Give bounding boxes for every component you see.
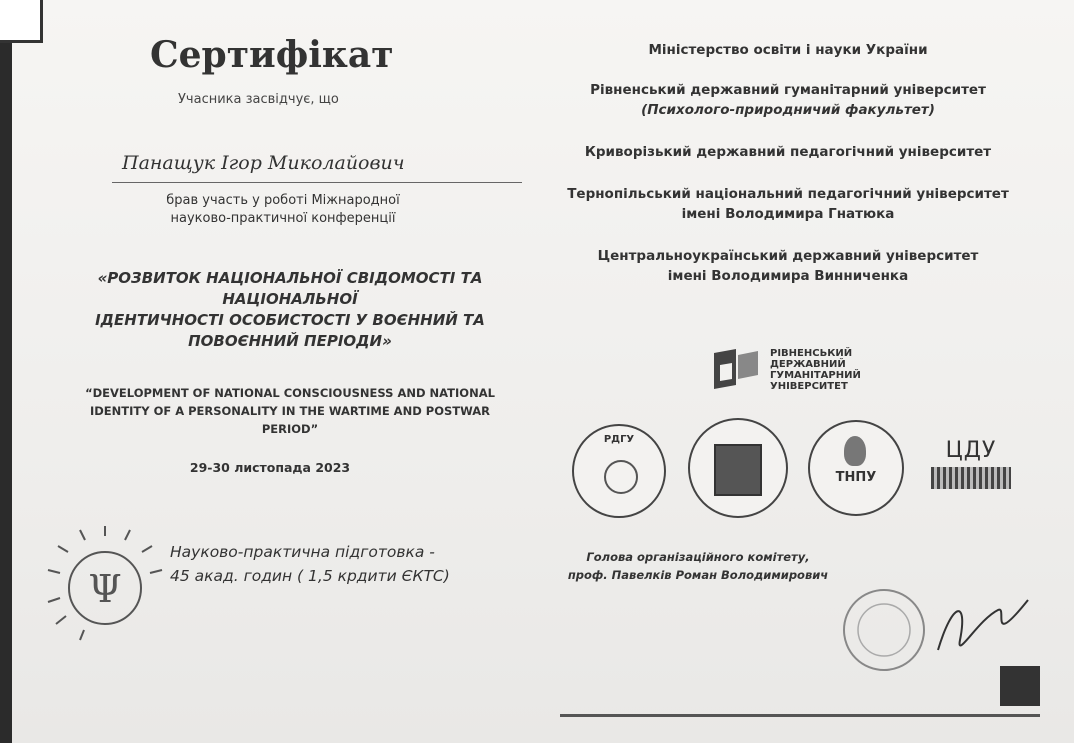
rshu-logo-text — [770, 348, 861, 392]
cdu-building-icon — [931, 467, 1011, 489]
conference-title-en-line: PERIOD” — [261, 422, 319, 436]
organizer-name: Рівненський державний гуманітарний університет — [590, 82, 986, 98]
conference-title-en-line: “DEVELOPMENT OF NATIONAL CONSCIOUSNESS AND NATIONAL — [85, 386, 495, 400]
cdu-logo-label: ЦДУ — [945, 438, 997, 463]
rshu-logo-icon — [706, 345, 766, 393]
rshu-logo-line: ГУМАНІТАРНИЙ — [770, 370, 861, 381]
organizers-list — [528, 40, 1048, 308]
kdpu-logo — [688, 418, 788, 518]
conference-title-line: «РОЗВИТОК НАЦІОНАЛЬНОЇ СВІДОМОСТІ ТА — [97, 269, 483, 287]
svg-text:Ψ: Ψ — [88, 567, 122, 611]
top-left-corner — [0, 0, 43, 43]
organizer-tnpu — [528, 184, 1048, 224]
organizer-cdu — [528, 246, 1048, 286]
rdgu-faculty-logo — [572, 424, 666, 518]
cdu-logo — [926, 438, 1016, 508]
tnpu-portrait-icon — [844, 436, 866, 466]
participation-line: науково-практичної конференції — [170, 211, 396, 226]
rshu-logo-line: РІВНЕНСЬКИЙ — [770, 348, 853, 359]
participant-name: Панащук Ігор Миколайович — [122, 152, 405, 174]
name-underline — [112, 182, 522, 183]
psi-emblem-icon — [40, 518, 170, 648]
bottom-right-corner — [1000, 666, 1040, 706]
organizer-faculty: (Психолого-природничий факультет) — [641, 102, 935, 118]
conference-dates: 29-30 листопада 2023 — [189, 460, 351, 475]
tnpu-logo — [808, 420, 904, 516]
participation-text — [118, 192, 448, 228]
rshu-logo-line: ДЕРЖАВНИЙ — [770, 359, 846, 370]
conference-title-ua — [60, 268, 520, 352]
organizer-name: імені Володимира Гнатюка — [681, 206, 895, 222]
conference-title-en-line: IDENTITY OF A PERSONALITY IN THE WARTIME AND POSTWAR — [89, 404, 491, 418]
training-line: Науково-практична підготовка - — [170, 543, 435, 561]
organizer-rshu — [528, 80, 1048, 120]
chair-name: проф. Павелків Роман Володимирович — [567, 568, 829, 582]
chair-title: Голова організаційного комітету, — [586, 550, 810, 564]
conference-title-en — [50, 384, 530, 438]
rdgu-logo-label: РДГУ — [603, 434, 635, 445]
certificate-subtitle: Учасника засвідчує, що — [178, 92, 339, 107]
kdpu-building-icon — [714, 444, 762, 496]
conference-title-line: ІДЕНТИЧНОСТІ ОСОБИСТОСТІ У ВОЄННИЙ ТА — [95, 311, 485, 329]
bottom-border-line — [560, 714, 1040, 717]
left-border — [0, 0, 12, 743]
organizer-kdpu: Криворізький державний педагогічний університет — [584, 144, 992, 160]
conference-title-line: НАЦІОНАЛЬНОЇ — [222, 290, 358, 308]
conference-title-line: ПОВОЄННИЙ ПЕРІОДИ» — [188, 332, 392, 350]
rshu-logo-line: УНІВЕРСИТЕТ — [770, 381, 848, 392]
participation-line: брав участь у роботі Міжнародної — [166, 193, 400, 208]
tnpu-logo-label: ТНПУ — [835, 470, 877, 485]
training-hours — [170, 540, 510, 588]
organizer-name: імені Володимира Винниченка — [667, 268, 909, 284]
certificate-title: Сертифікат — [150, 34, 394, 76]
organizing-committee-chair — [548, 548, 848, 584]
stamp-and-signature-icon — [838, 580, 1038, 680]
rdgu-logo-mark — [604, 460, 638, 494]
ministry-name: Міністерство освіти і науки України — [648, 42, 928, 58]
training-line: 45 акад. годин ( 1,5 крдити ЄКТС) — [170, 567, 450, 585]
organizer-name: Центральноукраїнський державний університет — [597, 248, 979, 264]
organizer-name: Тернопільський національний педагогічний університет — [567, 186, 1009, 202]
